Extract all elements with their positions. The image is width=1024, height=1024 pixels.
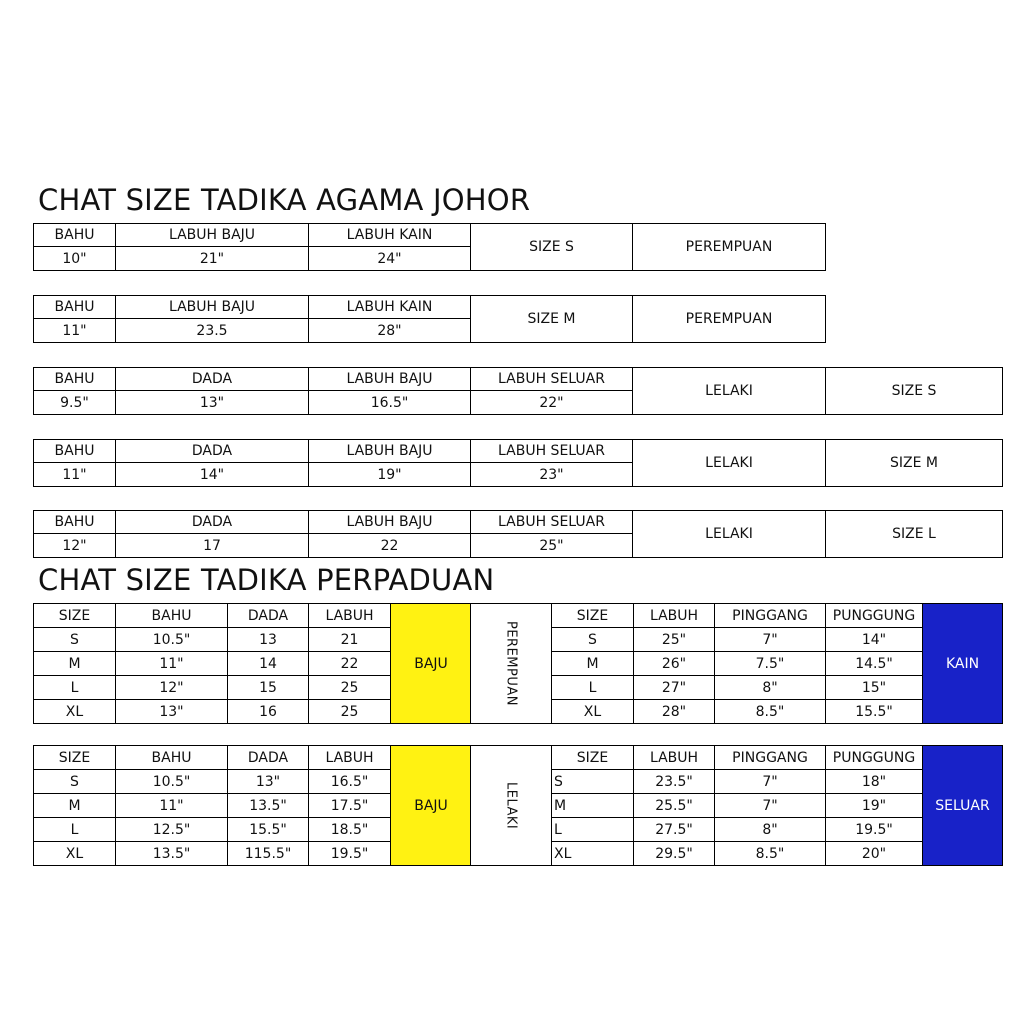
value-cell: 23" <box>470 462 633 487</box>
table-cell: 13 <box>227 627 309 652</box>
gender-label: LELAKI <box>632 439 826 487</box>
table-cell: 15.5" <box>227 817 309 842</box>
header-cell: LABUH BAJU <box>308 510 471 534</box>
table-cell: 18" <box>825 769 923 794</box>
header-cell: LABUH <box>308 745 391 770</box>
table-cell: S <box>33 627 116 652</box>
baju-label: BAJU <box>390 745 472 866</box>
bottom-garment-label: SELUAR <box>922 745 1003 866</box>
table-cell: 8.5" <box>714 841 826 866</box>
table-cell: 10.5" <box>115 627 228 652</box>
table-cell: S <box>551 627 634 652</box>
table-cell: M <box>33 651 116 676</box>
header-cell: LABUH SELUAR <box>470 367 633 391</box>
header-cell: LABUH KAIN <box>308 223 471 247</box>
table-cell: 25" <box>633 627 715 652</box>
value-cell: 22" <box>470 390 633 415</box>
table-cell: XL <box>33 699 116 724</box>
table-cell: 14" <box>825 627 923 652</box>
gender-label: PEREMPUAN <box>470 603 552 724</box>
header-cell: SIZE <box>33 603 116 628</box>
table-cell: 14 <box>227 651 309 676</box>
table-cell: 28" <box>633 699 715 724</box>
table-cell: 20" <box>825 841 923 866</box>
table-cell: 7.5" <box>714 651 826 676</box>
header-cell: SIZE <box>33 745 116 770</box>
header-cell: LABUH <box>633 745 715 770</box>
table-cell: 7" <box>714 793 826 818</box>
table-cell: 25 <box>308 675 391 700</box>
value-cell: 11" <box>33 318 116 343</box>
header-cell: LABUH <box>308 603 391 628</box>
header-cell: LABUH SELUAR <box>470 439 633 463</box>
header-cell: LABUH BAJU <box>308 367 471 391</box>
baju-label: BAJU <box>390 603 472 724</box>
table-cell: 26" <box>633 651 715 676</box>
table-cell: S <box>33 769 116 794</box>
table-cell: 11" <box>115 793 228 818</box>
gender-label: LELAKI <box>632 367 826 415</box>
value-cell: 14" <box>115 462 309 487</box>
table-cell: 15" <box>825 675 923 700</box>
table-cell: L <box>551 675 634 700</box>
header-cell: DADA <box>115 510 309 534</box>
header-cell: PUNGGUNG <box>825 603 923 628</box>
header-cell: PINGGANG <box>714 603 826 628</box>
value-cell: 16.5" <box>308 390 471 415</box>
value-cell: 13" <box>115 390 309 415</box>
table-cell: L <box>33 817 116 842</box>
table-cell: L <box>33 675 116 700</box>
table-cell: 12" <box>115 675 228 700</box>
table-cell: 13.5" <box>227 793 309 818</box>
table-cell: 11" <box>115 651 228 676</box>
header-cell: DADA <box>227 745 309 770</box>
table-cell: 29.5" <box>633 841 715 866</box>
table-cell: 25 <box>308 699 391 724</box>
value-cell: 24" <box>308 246 471 271</box>
table-cell: 27" <box>633 675 715 700</box>
table-cell: 7" <box>714 627 826 652</box>
table-cell: 18.5" <box>308 817 391 842</box>
table-cell: 13" <box>115 699 228 724</box>
header-cell: BAHU <box>115 603 228 628</box>
value-cell: 21" <box>115 246 309 271</box>
value-cell: 22 <box>308 533 471 558</box>
table-cell: XL <box>551 699 634 724</box>
table-cell: 13" <box>227 769 309 794</box>
table-cell: M <box>551 651 634 676</box>
value-cell: 17 <box>115 533 309 558</box>
size-label: SIZE S <box>470 223 633 271</box>
table-cell: 23.5" <box>633 769 715 794</box>
header-cell: SIZE <box>551 745 634 770</box>
table-cell: 15 <box>227 675 309 700</box>
header-cell: DADA <box>227 603 309 628</box>
value-cell: 12" <box>33 533 116 558</box>
table-cell: 13.5" <box>115 841 228 866</box>
header-cell: SIZE <box>551 603 634 628</box>
gender-label: PEREMPUAN <box>632 295 826 343</box>
table-cell: S <box>551 769 634 794</box>
value-cell: 23.5 <box>115 318 309 343</box>
table-cell: 25.5" <box>633 793 715 818</box>
header-cell: LABUH KAIN <box>308 295 471 319</box>
table-cell: 19.5" <box>308 841 391 866</box>
header-cell: BAHU <box>33 367 116 391</box>
title-tadika-agama-johor: CHAT SIZE TADIKA AGAMA JOHOR <box>38 183 531 217</box>
header-cell: BAHU <box>115 745 228 770</box>
table-cell: 15.5" <box>825 699 923 724</box>
table-cell: 16.5" <box>308 769 391 794</box>
table-cell: 7" <box>714 769 826 794</box>
gender-label: LELAKI <box>632 510 826 558</box>
header-cell: DADA <box>115 367 309 391</box>
header-cell: BAHU <box>33 439 116 463</box>
table-cell: M <box>33 793 116 818</box>
table-cell: 10.5" <box>115 769 228 794</box>
table-cell: 17.5" <box>308 793 391 818</box>
table-cell: 12.5" <box>115 817 228 842</box>
value-cell: 11" <box>33 462 116 487</box>
table-cell: 27.5" <box>633 817 715 842</box>
table-cell: 8.5" <box>714 699 826 724</box>
header-cell: BAHU <box>33 223 116 247</box>
bottom-garment-label: KAIN <box>922 603 1003 724</box>
value-cell: 19" <box>308 462 471 487</box>
value-cell: 10" <box>33 246 116 271</box>
header-cell: PINGGANG <box>714 745 826 770</box>
table-cell: 22 <box>308 651 391 676</box>
size-label: SIZE M <box>470 295 633 343</box>
table-cell: 16 <box>227 699 309 724</box>
header-cell: BAHU <box>33 510 116 534</box>
title-tadika-perpaduan: CHAT SIZE TADIKA PERPADUAN <box>38 563 495 597</box>
table-cell: XL <box>33 841 116 866</box>
header-cell: LABUH SELUAR <box>470 510 633 534</box>
table-cell: L <box>551 817 634 842</box>
header-cell: LABUH <box>633 603 715 628</box>
header-cell: DADA <box>115 439 309 463</box>
value-cell: 9.5" <box>33 390 116 415</box>
table-cell: 19.5" <box>825 817 923 842</box>
table-cell: 14.5" <box>825 651 923 676</box>
size-label: SIZE M <box>825 439 1003 487</box>
header-cell: PUNGGUNG <box>825 745 923 770</box>
header-cell: LABUH BAJU <box>115 295 309 319</box>
header-cell: LABUH BAJU <box>115 223 309 247</box>
table-cell: 19" <box>825 793 923 818</box>
header-cell: LABUH BAJU <box>308 439 471 463</box>
table-cell: 8" <box>714 675 826 700</box>
gender-label: LELAKI <box>470 745 552 866</box>
table-cell: M <box>551 793 634 818</box>
table-cell: 21 <box>308 627 391 652</box>
size-label: SIZE S <box>825 367 1003 415</box>
value-cell: 25" <box>470 533 633 558</box>
table-cell: 8" <box>714 817 826 842</box>
value-cell: 28" <box>308 318 471 343</box>
size-label: SIZE L <box>825 510 1003 558</box>
table-cell: XL <box>551 841 634 866</box>
gender-label: PEREMPUAN <box>632 223 826 271</box>
table-cell: 115.5" <box>227 841 309 866</box>
header-cell: BAHU <box>33 295 116 319</box>
